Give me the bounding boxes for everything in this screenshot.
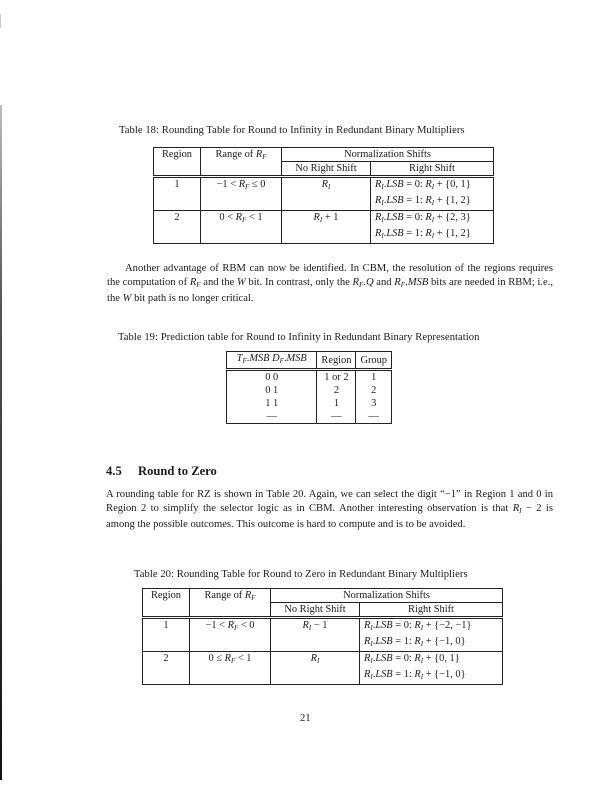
cell-msb: 1 1 [227,397,317,410]
table-row [154,211,494,228]
table20-header-region: Region [143,589,190,618]
section-heading [106,464,217,479]
table18-caption: Table 18: Rounding Table for Round to Infinity in Redundant Binary Multipliers [119,125,465,136]
table-row [227,397,392,410]
table20-header-normalization: Normalization Shifts [271,589,503,603]
table-row [154,177,494,195]
table20-caption: Table 20: Rounding Table for Round to Zero in Redundant Binary Multipliers [134,569,468,580]
table20-header-range: Range of $R_F$ [190,589,271,618]
cell-region: 1 or 2 [317,370,356,385]
table19-header-region: Region [317,352,356,370]
table-row [227,384,392,397]
cell-right-shift: $R_I.LSB = 1$: $R_I + \{-1$, 0} [360,668,503,685]
cell-msb: — [227,410,317,424]
table-row [227,370,392,385]
cell-group: 1 [356,370,392,385]
table18-header-region: Region [154,148,201,177]
cell-right-shift: $R_I.LSB = 0$: $R_I + \{2$, 3} [371,211,494,228]
cell-right-shift: $R_I.LSB = 1$: $R_I + \{-1$, 0} [360,635,503,652]
cell-group: 3 [356,397,392,410]
table19-header-group: Group [356,352,392,370]
cell-group: — [356,410,392,424]
table19-header-msb: $T_F.MSB$ $D_F.MSB$ [227,352,317,370]
table-row [143,618,503,636]
cell-msb: 0 1 [227,384,317,397]
cell-range: $-1 < R_F \le 0$ [201,177,282,211]
cell-right-shift: $R_I.LSB = 1$: $R_I + \{1$, 2} [371,227,494,244]
cell-no-shift: $R_I - 1$ [271,618,360,652]
cell-region: 2 [154,211,201,244]
table19-caption: Table 19: Prediction table for Round to Infinity in Redundant Binary Representation [118,332,480,343]
scan-edge [0,105,2,780]
cell-range: $-1 < R_F < 0$ [190,618,271,652]
cell-region: 1 [143,618,190,652]
table18 [153,147,494,244]
cell-region: 2 [143,652,190,685]
cell-region: 1 [154,177,201,211]
page-number: 21 [300,713,311,724]
cell-right-shift: $R_I.LSB = 0$: $R_I + \{-2$, −1} [360,618,503,636]
cell-no-shift: $R_I$ [282,177,371,211]
cell-range: $0 \le R_F < 1$ [190,652,271,685]
table20-header-no-right-shift: No Right Shift [271,603,360,618]
table-row [227,410,392,424]
cell-region: 1 [317,397,356,410]
cell-group: 2 [356,384,392,397]
section-number: 4.5 [106,464,122,478]
scan-artifact [0,14,1,28]
paragraph-round-to-zero: A rounding table for RZ is shown in Table 20. Again, we can select the digit “−1” in Region 1 and 0 in Region 2 to simplify the selector logic as in CBM. Another interesting observation is that $R_I - 2$ is among the possible outcomes. This outcome is hard to compute and is to be avoided. [106,489,553,531]
paragraph-rbm-advantage: Another advantage of RBM can now be identified. In CBM, the resolution of the regions requires the computation of $R_F$ and the W bit. In contrast, only the $R_F.Q$ and $R_F.MSB$ bits are needed in RBM; i.e., the W bit path is no longer critical. [107,263,554,305]
cell-no-shift: $R_I + 1$ [282,211,371,244]
table18-header-normalization: Normalization Shifts [282,148,494,162]
table18-header-right-shift: Right Shift [371,162,494,177]
table20 [142,588,503,685]
table20-header-right-shift: Right Shift [360,603,503,618]
cell-right-shift: $R_I.LSB = 0$: $R_I + \{0$, 1} [371,177,494,195]
cell-right-shift: $R_I.LSB = 1$: $R_I + \{1$, 2} [371,194,494,211]
table18-header-range: Range of $R_F$ [201,148,282,177]
table19 [226,351,392,424]
table-row [143,652,503,669]
cell-no-shift: $R_I$ [271,652,360,685]
cell-range: $0 < R_F < 1$ [201,211,282,244]
cell-right-shift: $R_I.LSB = 0$: $R_I + \{0$, 1} [360,652,503,669]
cell-region: — [317,410,356,424]
section-title: Round to Zero [138,464,217,478]
cell-region: 2 [317,384,356,397]
table18-header-no-right-shift: No Right Shift [282,162,371,177]
cell-msb: 0 0 [227,370,317,385]
